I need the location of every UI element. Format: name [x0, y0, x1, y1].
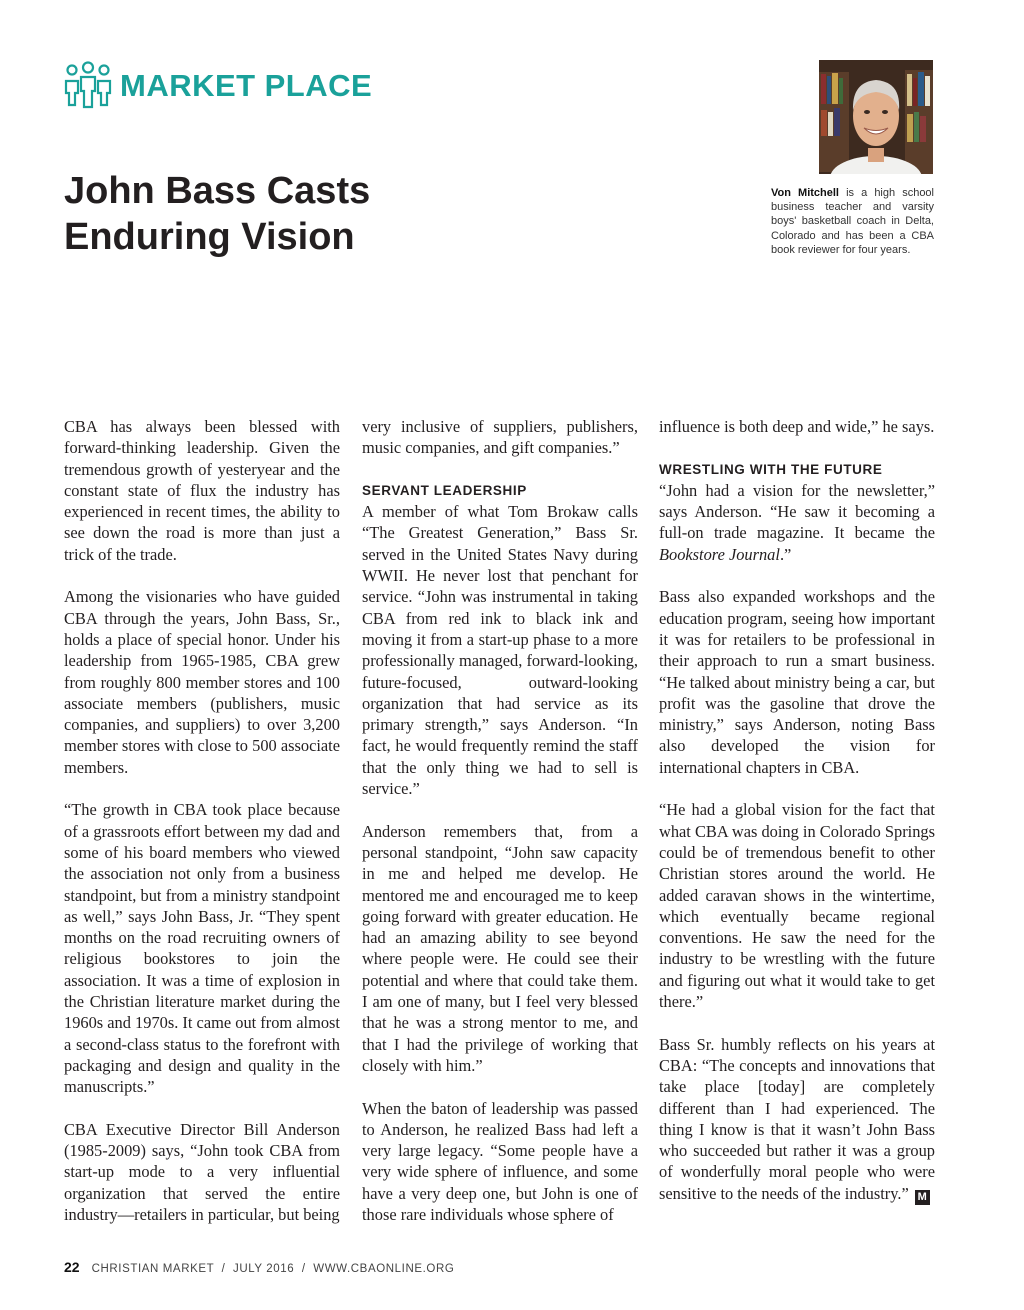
paragraph: influence is both deep and wide,” he says. — [659, 417, 935, 436]
paragraph: very inclusive of suppliers, publishers, music companies, and gift companies.” — [362, 417, 638, 458]
paragraph: A member of what Tom Brokaw calls “The Greatest Generation,” Bass Sr. served in the United States Navy during WWII. He never lost that penchant for service. “John was instrumental in taking CBA from red ink to black ink and moving it from a start-up phase to a more professionally managed, forward-looking, future-focused, outward-looking organization that had service as its primary strength,” says Anderson. “In fact, he would frequently remind the staff that the only thing we had to sell is service.” — [362, 502, 638, 799]
paragraph-text: Bass Sr. humbly reflects on his years at CBA: “The concepts and innovations that take place [today] are completely different than I had experienced. The thing I know is that it wasn’t John Bass who succeeded but rather it was a group of wonderfully moral people who were sensitive to the needs of the industry.” — [659, 1034, 935, 1203]
section-logo — [64, 60, 372, 110]
article-column-3 — [659, 416, 935, 1205]
end-mark-icon: M — [915, 1190, 930, 1205]
paragraph: When the baton of leadership was passed to Anderson, he realized Bass had left a very large legacy. “Some people have a very wide sphere of influence, and some have a very deep one, but John is one of those rare individuals whose sphere of — [362, 1098, 638, 1224]
author-name: Von Mitchell — [771, 187, 839, 199]
page-number: 22 — [64, 1259, 80, 1275]
footer-text: CHRISTIAN MARKET / JULY 2016 / WWW.CBAONLINE.ORG — [91, 1263, 455, 1275]
paragraph: “He had a global vision for the fact that what CBA was doing in Colorado Springs could be of tremendous benefit to other Christian stores around the world. He added caravan shows in the wintertime, which eventually became regional conventions. He saw the need for the industry to be wrestling with the future and figuring out what it would take to get there.” — [659, 800, 935, 1012]
subheading-wrestling-with-the-future: WRESTLING WITH THE FUTURE — [659, 461, 883, 477]
publication-name: Bookstore Journal — [659, 544, 780, 564]
section-label — [120, 67, 373, 103]
author-bio — [771, 186, 934, 257]
paragraph — [659, 1034, 935, 1205]
paragraph: Bass also expanded workshops and the education program, seeing how important it was for retailers to be professional in their approach to run a smart business. “He talked about ministry being a car, but profit was the gasoline that drove the ministry,” says Anderson, noting Bass also developed the vision for international chapters in CBA. — [659, 587, 935, 777]
paragraph: CBA has always been blessed with forward-thinking leadership. Given the tremendous growth of yesteryear and the constant state of flux the industry has experienced in recent times, the ability to see down the road is more than just a trick of the trade. — [64, 417, 340, 564]
section-word-place: PLACE — [264, 67, 373, 103]
subheading-servant-leadership: SERVANT LEADERSHIP — [362, 482, 527, 498]
article-title — [64, 168, 370, 260]
paragraph-text: “John had a vision for the newsletter,” says Anderson. “He saw it becoming a full-on trade magazine. It became the — [659, 480, 935, 543]
article-column-2 — [362, 416, 638, 1225]
paragraph — [659, 480, 935, 565]
author-photo — [819, 60, 933, 174]
title-line-2: Enduring Vision — [64, 216, 355, 258]
section-word-market: MARKET — [120, 67, 256, 103]
paragraph: Among the visionaries who have guided CBA through the years, John Bass, Sr., holds a place of special honor. Under his leadership from 1965-1985, CBA grew from roughly 800 member stores and 100 associate members (publishers, music companies, and suppliers) to over 3,200 member stores with close to 500 associate members. — [64, 587, 340, 777]
title-line-1: John Bass Casts — [64, 170, 371, 212]
paragraph-text: .” — [779, 544, 792, 564]
article-column-1 — [64, 416, 340, 1225]
author-bio-text: is a high school business teacher and varsity boys' basketball coach in Delta, Colorado and has been a CBA book reviewer for four years. — [771, 187, 934, 256]
page-footer — [64, 1259, 454, 1275]
paragraph: Anderson remembers that, from a personal standpoint, “John saw capacity in me and helped me develop. He mentored me and encouraged me to keep going forward with greater education. He had an amazing ability to see beyond where people were. He could see their potential and where that could take them. I am one of many, but I feel very blessed that he was a strong mentor to me, and that I had the privilege of working that closely with him.” — [362, 821, 638, 1075]
paragraph: “The growth in CBA took place because of a grassroots effort between my dad and some of his board members who viewed the association not only from a business standpoint, but from a ministry standpoint as well,” says John Bass, Jr. “They spent months on the road recruiting owners of religious bookstores to join the association. It was a time of explosion in the Christian literature market during the 1960s and 1970s. It came out from almost a second-class status to the forefront with packaging and design and quality in the manuscripts.” — [64, 800, 340, 1097]
paragraph: CBA Executive Director Bill Anderson (1985-2009) says, “John took CBA from start-up mode to a very influential organization that served the entire industry—retailers in particular, but being — [64, 1119, 340, 1224]
people-group-icon — [64, 61, 112, 109]
